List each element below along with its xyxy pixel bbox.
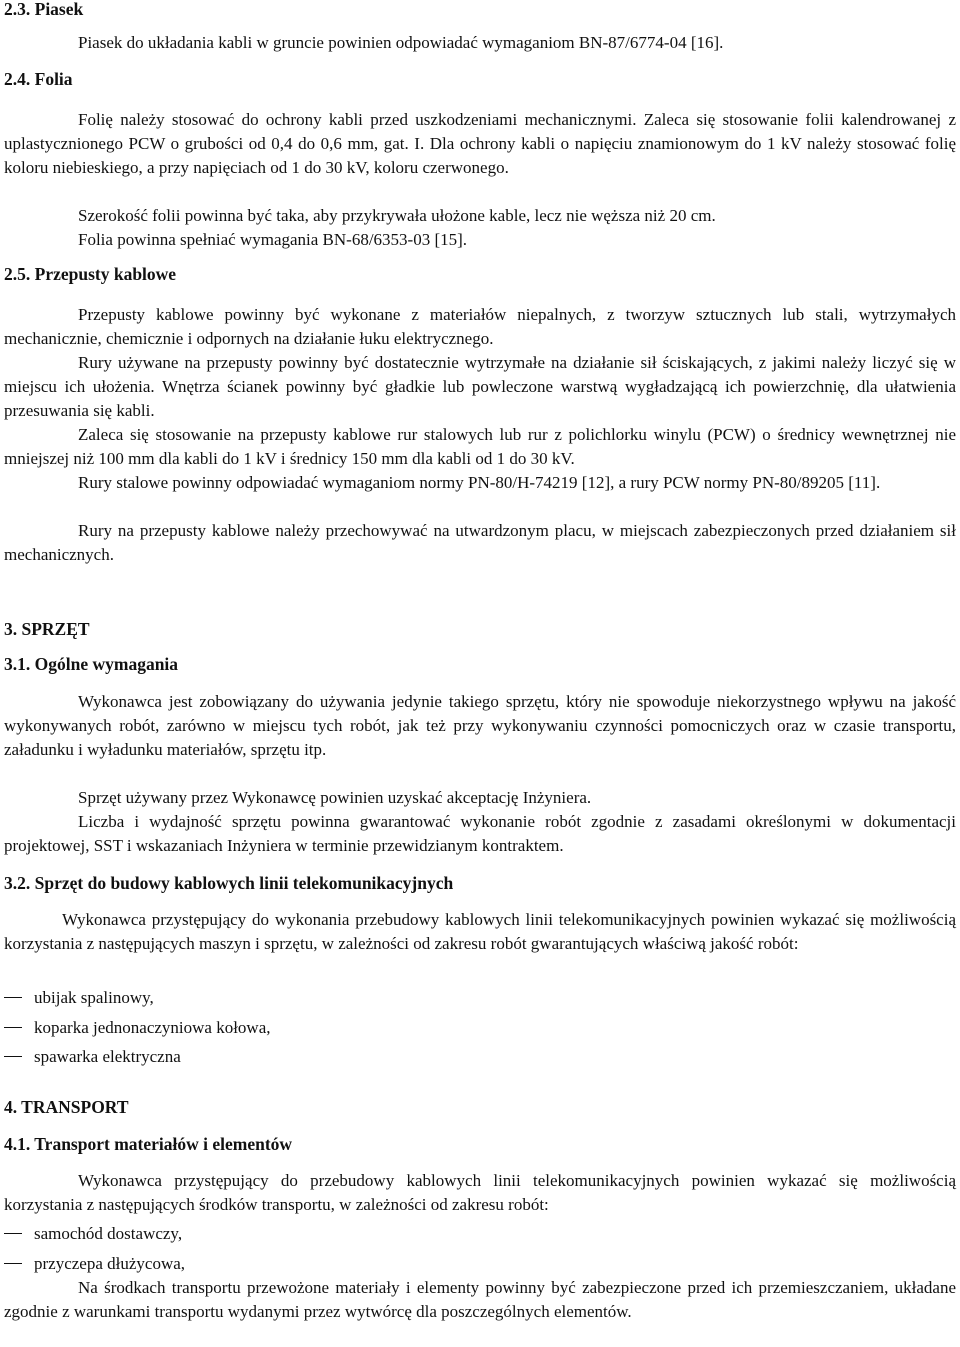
chapter-heading-4: 4. TRANSPORT xyxy=(4,1097,129,1117)
dash-bullet-icon xyxy=(4,1233,22,1234)
section-heading-2-4: 2.4. Folia xyxy=(4,69,73,89)
paragraph: Rury stalowe powinny odpowiadać wymaganiom normy PN-80/H-74219 [12], a rury PCW normy PN-80/89205 [11]. xyxy=(78,473,881,492)
list-item: samochód dostawczy, xyxy=(4,1222,182,1246)
list-item: koparka jednonaczyniowa kołowa, xyxy=(4,1016,271,1040)
list-item: ubijak spalinowy, xyxy=(4,986,154,1010)
paragraph: Zaleca się stosowanie na przepusty kablowe rur stalowych lub rur z polichlorku winylu (PCW) o średnicy wewnętrznej nie mniejszej niż 100 mm dla kabli do 1 kV i średnicy 150 mm dla kabli od 1 do 30 kV. xyxy=(4,425,956,468)
paragraph: Folia powinna spełniać wymagania BN-68/6353-03 [15]. xyxy=(78,230,468,249)
dash-bullet-icon xyxy=(4,1263,22,1264)
section-heading-3-2: 3.2. Sprzęt do budowy kablowych linii telekomunikacyjnych xyxy=(4,873,454,893)
paragraph: Rury na przepusty kablowe należy przechowywać na utwardzonym placu, w miejscach zabezpieczonych przed działaniem sił mechanicznych. xyxy=(4,521,956,564)
paragraph: Sprzęt używany przez Wykonawcę powinien uzyskać akceptację Inżyniera. xyxy=(78,788,592,807)
paragraph: Wykonawca przystępujący do przebudowy kablowych linii telekomunikacyjnych powinien wykazać się możliwością korzystania z następujących środków transportu, w zależności od zakresu robót: xyxy=(4,1171,956,1214)
section-heading-2-3: 2.3. Piasek xyxy=(4,0,84,19)
chapter-heading-3: 3. SPRZĘT xyxy=(4,619,90,639)
section-heading-3-1: 3.1. Ogólne wymagania xyxy=(4,654,179,674)
section-heading-2-5: 2.5. Przepusty kablowe xyxy=(4,264,177,284)
list-item: przyczepa dłużycowa, xyxy=(4,1252,185,1276)
dash-bullet-icon xyxy=(4,1027,22,1028)
list-item: spawarka elektryczna xyxy=(4,1045,181,1069)
paragraph: Wykonawca przystępujący do wykonania przebudowy kablowych linii telekomunikacyjnych powinien wykazać się możliwością korzystania z następujących maszyn i sprzętu, w zależności od zakresu robót gwarantujących właściwą jakość robót: xyxy=(4,910,956,953)
paragraph: Rury używane na przepusty powinny być dostatecznie wytrzymałe na działanie sił ściskających, z jakimi należy liczyć się w miejscu ich ułożenia. Wnętrza ścianek powinny być gładkie lub powleczone warstwą wygładzającą ich powierzchnię, dla ułatwienia przesuwania się kabli. xyxy=(4,353,956,420)
section-heading-4-1: 4.1. Transport materiałów i elementów xyxy=(4,1134,293,1154)
paragraph: Piasek do układania kabli w gruncie powinien odpowiadać wymaganiom BN-87/6774-04 [16]. xyxy=(78,33,724,52)
paragraph: Przepusty kablowe powinny być wykonane z materiałów niepalnych, z tworzyw sztucznych lub stali, wytrzymałych mechanicznie, chemicznie i odpornych na działanie łuku elektrycznego. xyxy=(4,305,956,348)
dash-bullet-icon xyxy=(4,1056,22,1057)
dash-bullet-icon xyxy=(4,997,22,998)
paragraph: Szerokość folii powinna być taka, aby przykrywała ułożone kable, lecz nie węższa niż 20 cm. xyxy=(78,206,716,225)
paragraph: Na środkach transportu przewożone materiały i elementy powinny być zabezpieczone przed ich przemieszczaniem, układane zgodnie z warunkami transportu wydanymi przez wytwórcę dla poszczególnych elementów. xyxy=(4,1278,956,1321)
paragraph: Liczba i wydajność sprzętu powinna gwarantować wykonanie robót zgodnie z zasadami określonymi w dokumentacji projektowej, SST i wskazaniach Inżyniera w terminie przewidzianym kontraktem. xyxy=(4,812,956,855)
paragraph: Folię należy stosować do ochrony kabli przed uszkodzeniami mechanicznymi. Zaleca się stosowanie folii kalendrowanej z uplastycznionego PCW o grubości od 0,4 do 0,6 mm, gat. I. Dla ochrony kabli o napięciu znamionowym do 1 kV należy stosować folię koloru niebieskiego, a przy napięciach od 1 do 30 kV, koloru czerwonego. xyxy=(4,110,956,177)
paragraph: Wykonawca jest zobowiązany do używania jedynie takiego sprzętu, który nie spowoduje niekorzystnego wpływu na jakość wykonywanych robót, zarówno w miejscu tych robót, jak też przy wykonywaniu czynności pomocniczych oraz w czasie transportu, załadunku i wyładunku materiałów, sprzętu itp. xyxy=(4,692,956,759)
